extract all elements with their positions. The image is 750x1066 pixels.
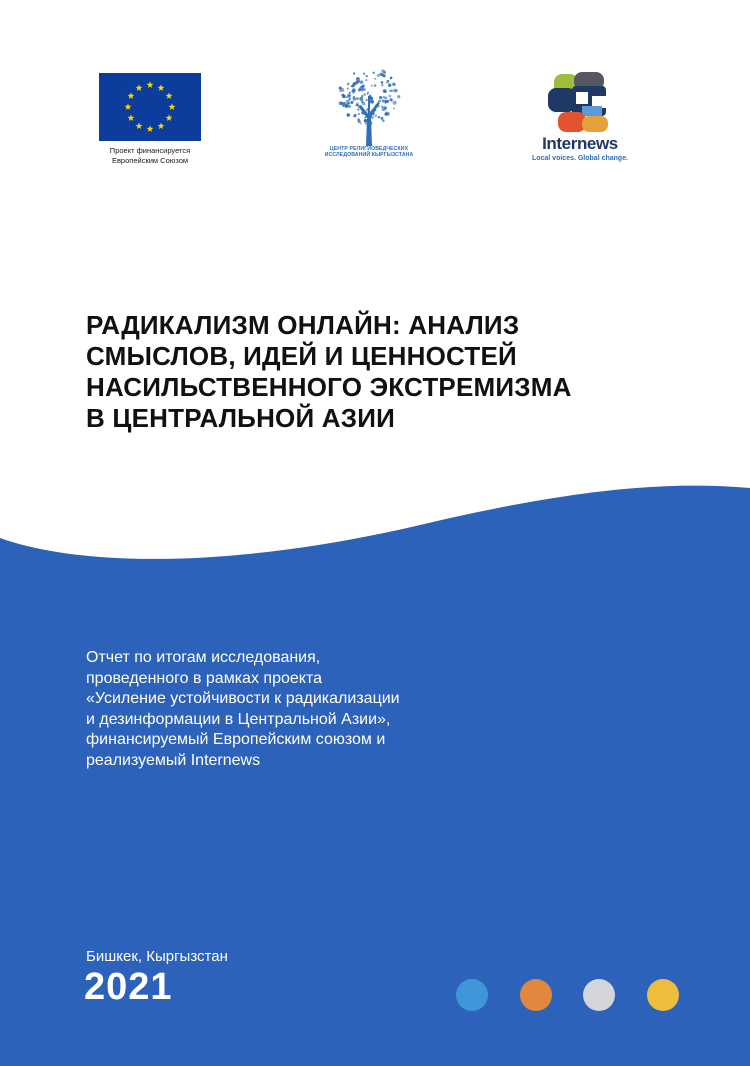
tree-leaf (381, 73, 384, 76)
tree-leaf (383, 71, 386, 74)
tree-leaf (390, 89, 393, 92)
tree-leaf (378, 116, 380, 118)
tree-leaf (363, 93, 366, 96)
tree-leaf (356, 97, 359, 100)
tree-leaf (347, 102, 349, 104)
report-subtitle: Отчет по итогам исследования, проведенного в рамках проекта «Усиление устойчивости к радикализации и дезинформации в Центральной Азии», финансируемый Европейским союзом и реализуемый Internews (86, 649, 400, 769)
tree-leaf (381, 106, 383, 108)
decorative-dots (456, 979, 686, 1011)
tree-leaf (387, 80, 390, 83)
tree-leaf (382, 119, 385, 122)
tree-leaf (355, 81, 359, 85)
tree-leaf (350, 101, 353, 104)
dot-orange (520, 979, 552, 1011)
tree-leaf (347, 87, 349, 89)
tree-leaf (389, 95, 392, 98)
tree-leaf (366, 99, 368, 101)
tree-leaf (380, 117, 383, 120)
tree-leaf (365, 79, 367, 81)
tree-leaf (388, 83, 392, 87)
tree-leaf (366, 108, 369, 111)
tree-leaf (373, 72, 375, 74)
tree-leaf (352, 88, 356, 92)
tree-leaf (369, 94, 372, 97)
tree-leaf (377, 74, 380, 77)
publication-year: 2021 (84, 966, 173, 1008)
tree-leaf (385, 100, 388, 103)
tree-leaf (341, 103, 344, 106)
tree-leaf (383, 89, 387, 93)
tree-leaf (357, 109, 359, 111)
tree-leaf (396, 89, 398, 91)
tree-leaf (397, 95, 400, 98)
publication-place: Бишкек, Кыргызстан (86, 948, 228, 965)
tree-leaf (347, 113, 350, 116)
eu-caption: Проект финансируется Европейским Союзом (109, 146, 191, 165)
tree-leaf (371, 112, 374, 115)
tree-leaf (365, 123, 367, 125)
tree-leaf (357, 118, 360, 121)
tree-leaf (389, 98, 392, 101)
tree-leaf (390, 77, 393, 80)
tree-leaf (353, 114, 356, 117)
tree-leaf (339, 87, 342, 90)
tree-leaf (360, 80, 364, 84)
tree-leaf (348, 98, 351, 101)
tree-leaf (358, 113, 360, 115)
tree-leaf (374, 78, 376, 80)
logos-header (0, 0, 750, 200)
tree-leaf (393, 108, 395, 110)
tree-leaf (358, 106, 360, 108)
tree-leaf (347, 94, 351, 98)
tree-leaf (371, 85, 373, 87)
tree-leaf (347, 83, 350, 86)
internews-name: Internews (542, 134, 618, 153)
tree-leaf (364, 119, 368, 123)
center-caption: ЦЕНТР РЕЛИГИОВЕДЧЕСКИХ ИССЛЕДОВАНИЙ КЫРГЫЗСТАНА (324, 146, 414, 159)
tree-leaf (370, 123, 372, 125)
report-title: РАДИКАЛИЗМ ОНЛАЙН: АНАЛИЗ СМЫСЛОВ, ИДЕЙ И ЦЕННОСТЕЙ НАСИЛЬСТВЕННОГО ЭКСТРЕМИЗМА В ЦЕНТРАЛЬНОЙ АЗИИ (86, 310, 572, 433)
dot-grey (583, 979, 615, 1011)
internews-tagline: Local voices. Global change. (531, 155, 629, 162)
tree-leaf (339, 90, 341, 92)
tree-leaf (381, 84, 383, 86)
tree-icon (328, 66, 410, 148)
dot-yellow (647, 979, 679, 1011)
tree-leaf (379, 96, 382, 99)
tree-leaf (366, 75, 368, 77)
dot-blue (456, 979, 488, 1011)
tree-leaf (364, 116, 366, 118)
tree-leaf (353, 72, 355, 74)
tree-leaf (374, 114, 377, 117)
tree-leaf (370, 97, 373, 100)
tree-leaf (371, 116, 374, 119)
tree-leaf (368, 115, 370, 117)
tree-leaf (356, 104, 358, 106)
tree-leaf (392, 83, 395, 86)
tree-leaf (359, 97, 363, 101)
tree-leaf (349, 92, 351, 94)
tree-leaf (353, 97, 357, 101)
tree-leaf (341, 94, 344, 97)
tree-leaf (384, 113, 387, 116)
tree-leaf (360, 122, 362, 124)
eu-flag-icon (99, 73, 201, 141)
tree-leaf (393, 101, 397, 105)
tree-leaf (351, 85, 353, 87)
tree-leaf (345, 105, 348, 108)
tree-leaf (346, 96, 348, 98)
internews-mark-icon (548, 72, 612, 134)
tree-leaf (374, 110, 376, 112)
tree-leaf (359, 86, 363, 90)
tree-leaf (383, 96, 385, 98)
tree-leaf (379, 100, 381, 102)
tree-leaf (375, 104, 377, 106)
tree-leaf (365, 111, 368, 114)
tree-leaf (363, 73, 365, 75)
tree-leaf (362, 102, 365, 105)
tree-leaf (367, 92, 369, 94)
tree-leaf (381, 81, 384, 84)
tree-leaf (382, 100, 385, 103)
tree-leaf (374, 84, 377, 87)
tree-leaf (383, 106, 386, 109)
tree-leaf (361, 111, 365, 115)
